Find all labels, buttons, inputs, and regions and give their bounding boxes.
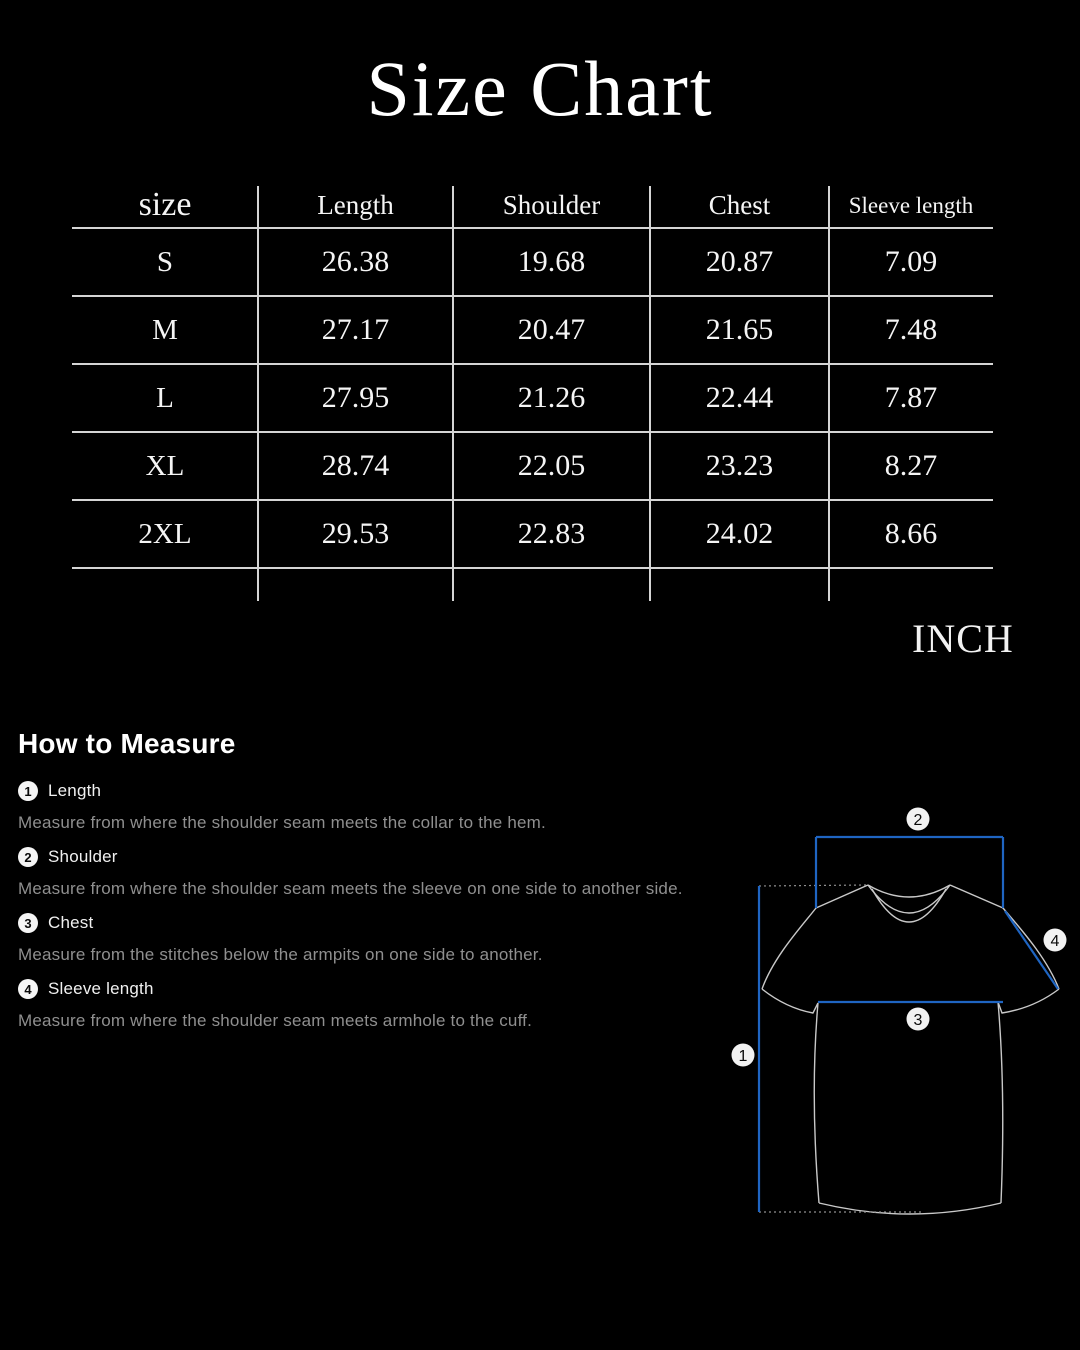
size-cell: XL — [145, 449, 185, 482]
diagram-badge-4 — [1044, 929, 1067, 952]
sleeve-cell: 7.87 — [884, 381, 938, 414]
column-header-shoulder: Shoulder — [502, 189, 601, 220]
measure-item-chest — [18, 913, 698, 933]
measure-item-length — [18, 781, 698, 801]
length-cell: 29.53 — [321, 517, 390, 550]
measure-item-description: Measure from where the shoulder seam meets the sleeve on one side to another side. — [18, 879, 683, 898]
number-badge-2: 2 — [18, 847, 38, 867]
page-title: Size Chart — [366, 45, 714, 132]
tshirt-outline — [762, 885, 1059, 1214]
svg-text:1: 1 — [738, 1048, 748, 1065]
column-header-size: size — [138, 186, 192, 223]
size-table — [72, 183, 993, 569]
svg-text:2: 2 — [913, 812, 923, 829]
diagram-badge-2 — [907, 808, 930, 831]
measure-item-label: Shoulder — [48, 847, 118, 866]
table-row-m — [72, 297, 993, 365]
measure-item-sleeve-length — [18, 979, 698, 999]
table-column-divider — [257, 186, 259, 601]
measure-item-label: Length — [48, 781, 102, 800]
sleeve-cell: 7.48 — [884, 313, 938, 346]
measure-item-description: Measure from where the shoulder seam meets the collar to the hem. — [18, 813, 546, 832]
column-header-sleeve-length: Sleeve length — [848, 192, 974, 218]
length-cell: 28.74 — [321, 449, 390, 482]
chest-cell: 21.65 — [705, 313, 774, 346]
length-cell: 27.17 — [321, 313, 390, 346]
table-column-divider — [828, 186, 830, 601]
table-row-2xl — [72, 501, 993, 569]
dotted-guide-collar — [759, 885, 868, 886]
table-column-divider — [649, 186, 651, 601]
unit-label: INCH — [912, 616, 1014, 661]
shoulder-cell: 22.05 — [517, 449, 586, 482]
length-cell: 27.95 — [321, 381, 390, 414]
measure-item-description: Measure from the stitches below the armpits on one side to another. — [18, 945, 543, 964]
column-header-chest: Chest — [708, 189, 771, 220]
column-header-length: Length — [317, 189, 394, 220]
size-cell: S — [156, 245, 174, 278]
size-cell: M — [152, 313, 178, 346]
length-cell: 26.38 — [321, 245, 390, 278]
how-to-measure-section — [18, 728, 698, 1045]
chest-cell: 23.23 — [705, 449, 774, 482]
sleeve-cell: 8.66 — [884, 517, 938, 550]
measure-item-shoulder — [18, 847, 698, 867]
svg-text:4: 4 — [1050, 933, 1060, 950]
size-cell: 2XL — [138, 517, 192, 550]
table-row-s — [72, 229, 993, 297]
how-to-measure-heading: How to Measure — [18, 728, 236, 759]
tshirt-measurement-diagram — [700, 780, 1080, 1240]
sleeve-cell: 8.27 — [884, 449, 938, 482]
diagram-badge-3 — [907, 1008, 930, 1031]
number-badge-1: 1 — [18, 781, 38, 801]
sleeve-cell: 7.09 — [884, 245, 938, 278]
table-row-xl — [72, 433, 993, 501]
table-header-row — [72, 183, 993, 229]
chest-cell: 22.44 — [705, 381, 774, 414]
table-row-l — [72, 365, 993, 433]
measure-item-description: Measure from where the shoulder seam meets armhole to the cuff. — [18, 1011, 533, 1030]
shoulder-cell: 19.68 — [517, 245, 586, 278]
number-badge-3: 3 — [18, 913, 38, 933]
shoulder-cell: 21.26 — [517, 381, 586, 414]
chest-cell: 20.87 — [705, 245, 774, 278]
diagram-badge-1 — [732, 1044, 755, 1067]
svg-text:3: 3 — [913, 1012, 923, 1029]
chest-cell: 24.02 — [705, 517, 774, 550]
size-cell: L — [156, 381, 174, 414]
table-column-divider — [452, 186, 454, 601]
measure-item-label: Chest — [48, 913, 94, 932]
shoulder-cell: 22.83 — [517, 517, 586, 550]
number-badge-4: 4 — [18, 979, 38, 999]
measure-item-label: Sleeve length — [48, 979, 154, 998]
shoulder-cell: 20.47 — [517, 313, 586, 346]
